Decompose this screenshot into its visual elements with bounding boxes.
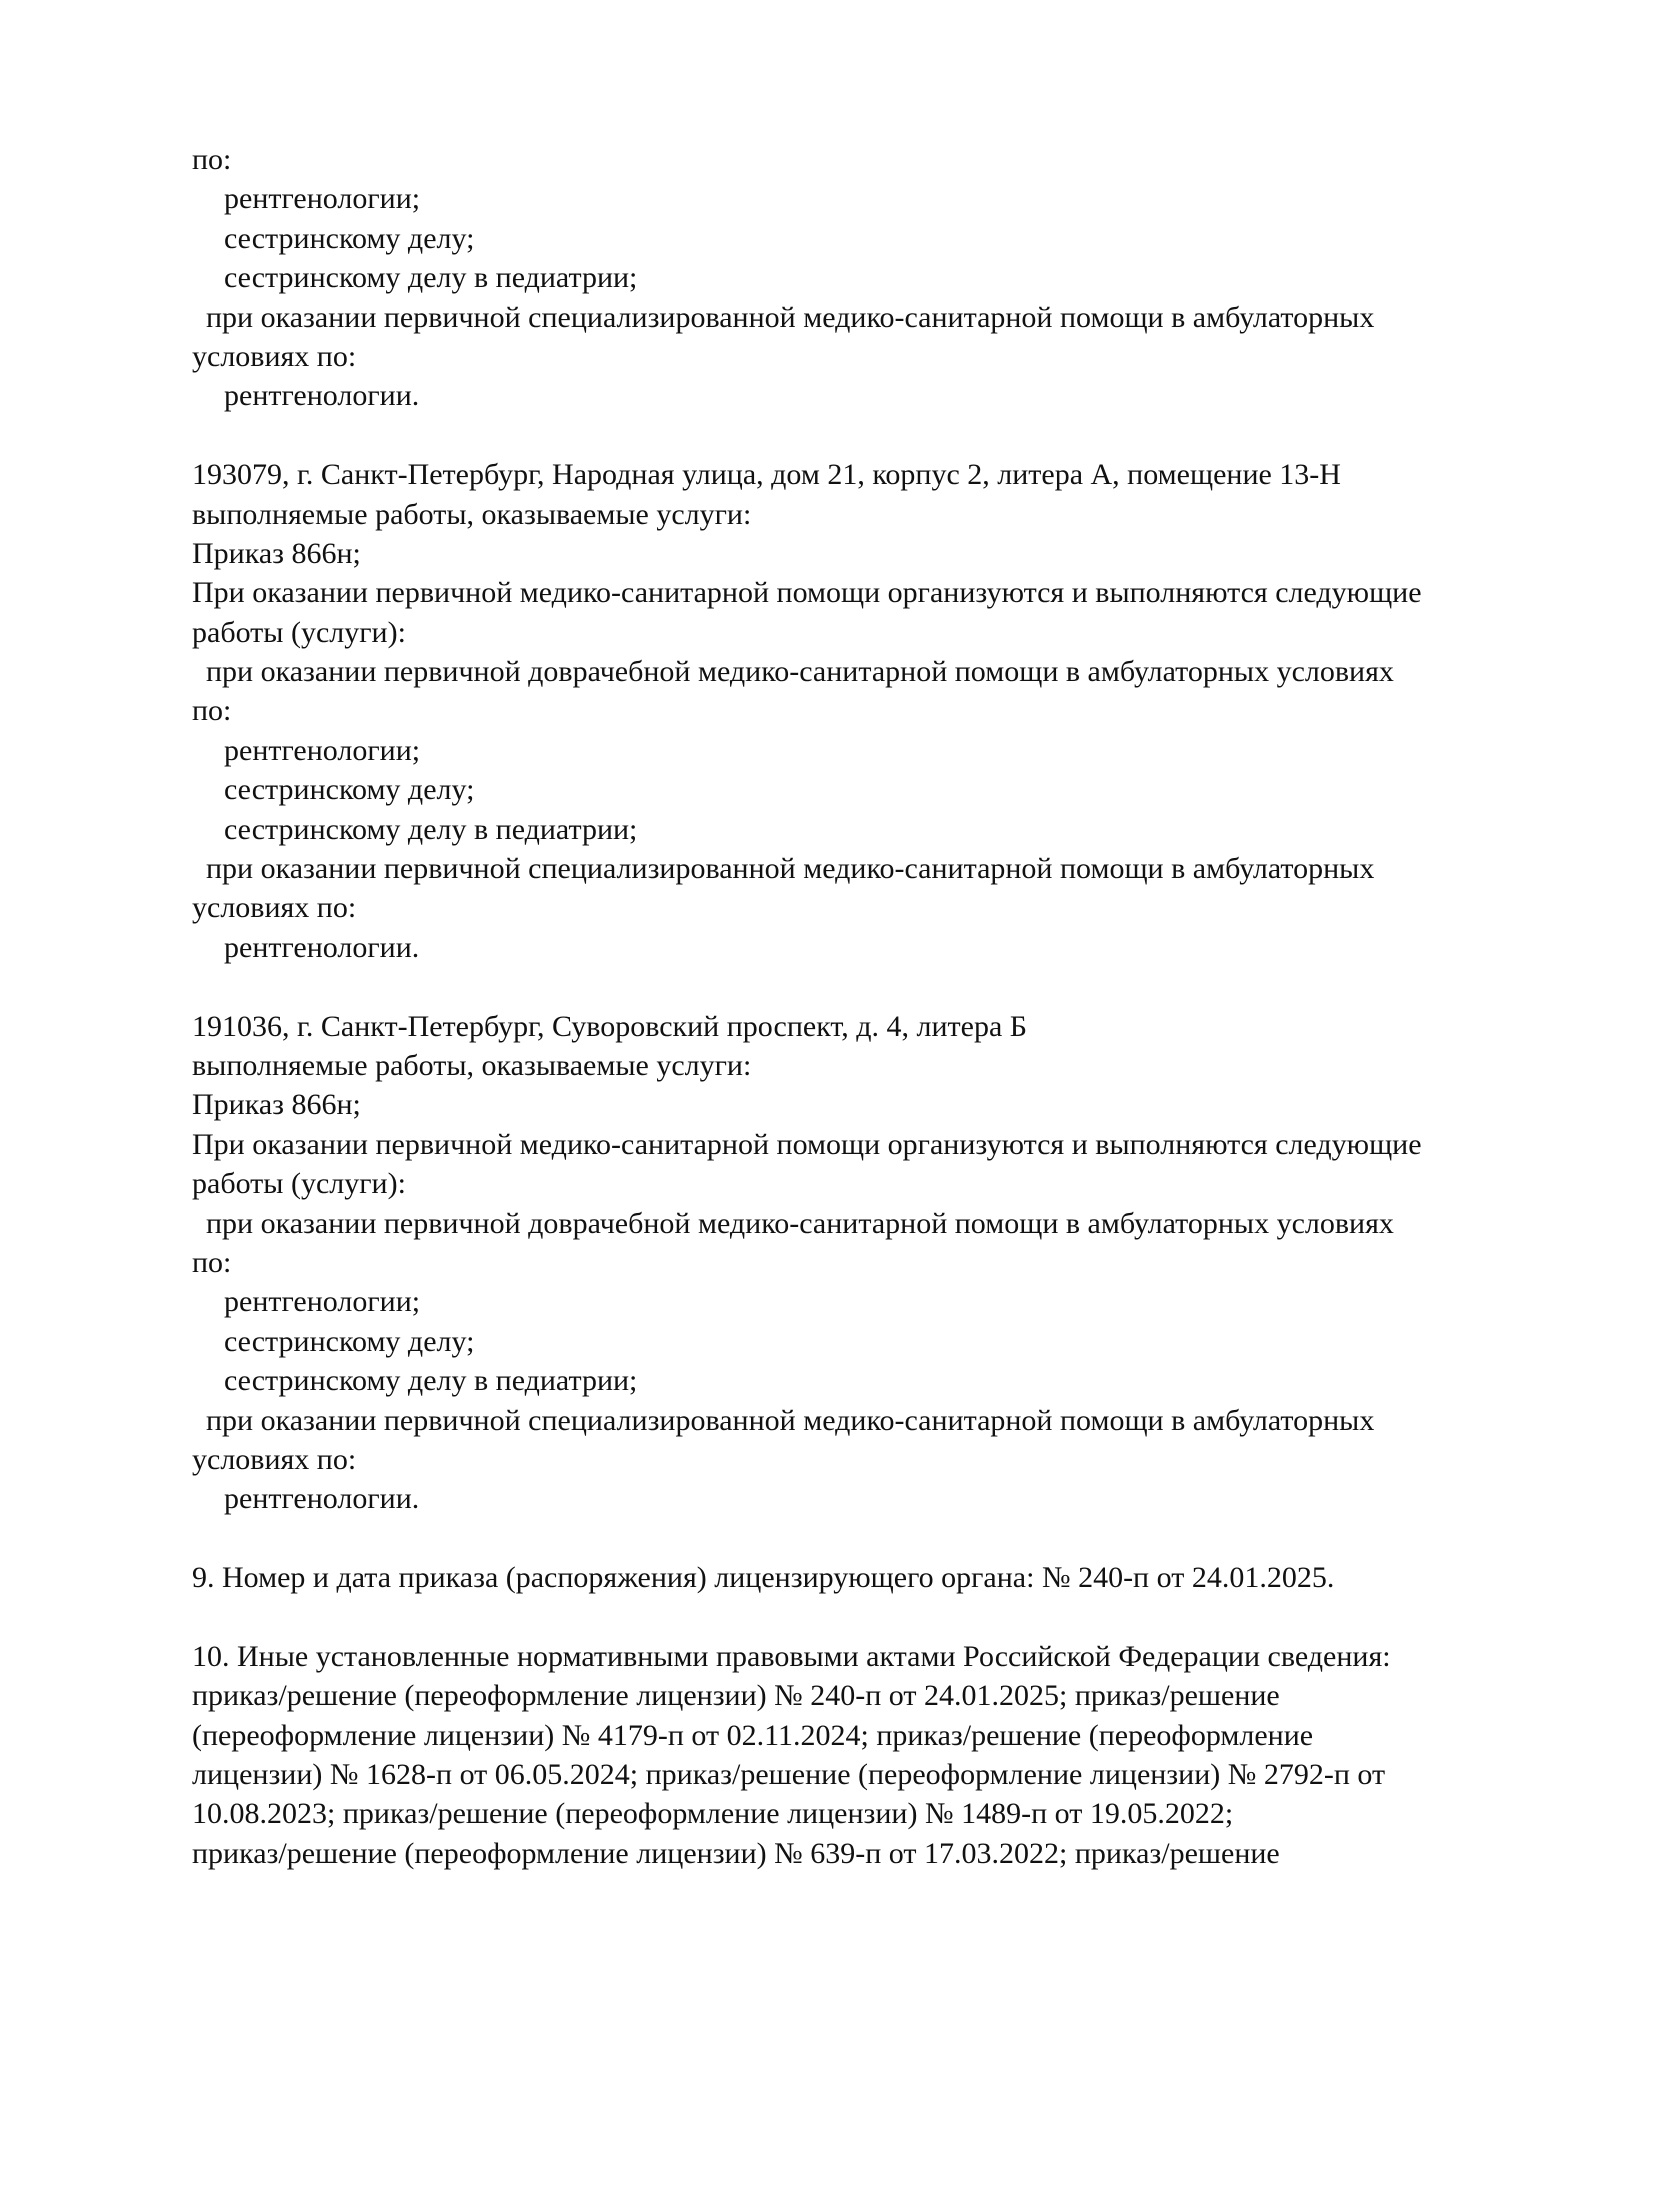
address-line: 193079, г. Санкт-Петербург, Народная улица, дом 21, корпус 2, литера А, помещение 13-Н (192, 458, 1341, 492)
blank-line (192, 1597, 1552, 1636)
text-line: 10.08.2023; приказ/решение (переоформление лицензии) № 1489-п от 19.05.2022; (192, 1797, 1234, 1831)
address-section-2 (192, 1007, 1552, 1519)
list-item: рентгенологии; (224, 1285, 421, 1319)
text-line: работы (услуги): (192, 1167, 406, 1201)
text-line: выполняемые работы, оказываемые услуги: (192, 497, 752, 531)
text-line: выполняемые работы, оказываемые услуги: (192, 1048, 752, 1082)
top-fragment (192, 140, 1552, 416)
order-number-line: 9. Номер и дата приказа (распоряжения) лицензирующего органа: № 240-п от 24.01.2025. (192, 1561, 1335, 1595)
list-item: рентгенологии; (224, 733, 421, 767)
text-line: Приказ 866н; (192, 1088, 361, 1122)
blank-line (192, 416, 1552, 455)
text-line: условиях по: (192, 1442, 357, 1476)
document-body (192, 140, 1552, 1873)
text-line: при оказании первичной специализированной медико-санитарной помощи в амбулаторных (206, 1403, 1375, 1437)
list-item: сестринскому делу в педиатрии; (224, 261, 638, 295)
list-item: рентгенологии. (224, 379, 420, 413)
text-line: условиях по: (192, 891, 357, 925)
list-item: сестринскому делу в педиатрии; (224, 1364, 638, 1398)
text-line: при оказании первичной специализированной медико-санитарной помощи в амбулаторных (206, 300, 1375, 334)
blank-line (192, 967, 1552, 1006)
text-line: по: (192, 143, 232, 176)
text-line: по: (192, 1245, 232, 1279)
text-line: работы (услуги): (192, 615, 406, 649)
text-line: 10. Иные установленные нормативными правовыми актами Российской Федерации сведения: (192, 1639, 1391, 1673)
list-item: сестринскому делу; (224, 221, 475, 255)
text-line: при оказании первичной доврачебной медико-санитарной помощи в амбулаторных условиях (206, 1206, 1394, 1240)
text-line: приказ/решение (переоформление лицензии) № 639-п от 17.03.2022; приказ/решение (192, 1836, 1280, 1870)
item-10 (192, 1637, 1552, 1873)
list-item: сестринскому делу; (224, 1324, 475, 1358)
text-line: приказ/решение (переоформление лицензии) № 240-п от 24.01.2025; приказ/решение (192, 1679, 1280, 1713)
list-item: рентгенологии. (224, 930, 420, 964)
list-item: сестринскому делу; (224, 773, 475, 807)
list-item: рентгенологии; (224, 182, 421, 216)
item-9 (192, 1558, 1552, 1597)
address-section-1 (192, 455, 1552, 967)
text-line: При оказании первичной медико-санитарной помощи организуются и выполняются следующие (192, 576, 1422, 610)
list-item: рентгенологии. (224, 1482, 420, 1516)
text-line: При оказании первичной медико-санитарной помощи организуются и выполняются следующие (192, 1127, 1422, 1161)
text-line: условиях по: (192, 339, 357, 373)
text-line: Приказ 866н; (192, 536, 361, 570)
list-item: сестринскому делу в педиатрии; (224, 812, 638, 846)
blank-line (192, 1519, 1552, 1558)
text-line: при оказании первичной доврачебной медико-санитарной помощи в амбулаторных условиях (206, 655, 1394, 689)
text-line: (переоформление лицензии) № 4179-п от 02.11.2024; приказ/решение (переоформление (192, 1718, 1314, 1752)
text-line: по: (192, 694, 232, 728)
text-line: при оказании первичной специализированной медико-санитарной помощи в амбулаторных (206, 852, 1375, 886)
text-line: лицензии) № 1628-п от 06.05.2024; приказ/решение (переоформление лицензии) № 2792-п от (192, 1758, 1386, 1792)
address-line: 191036, г. Санкт-Петербург, Суворовский проспект, д. 4, литера Б (192, 1009, 1028, 1043)
